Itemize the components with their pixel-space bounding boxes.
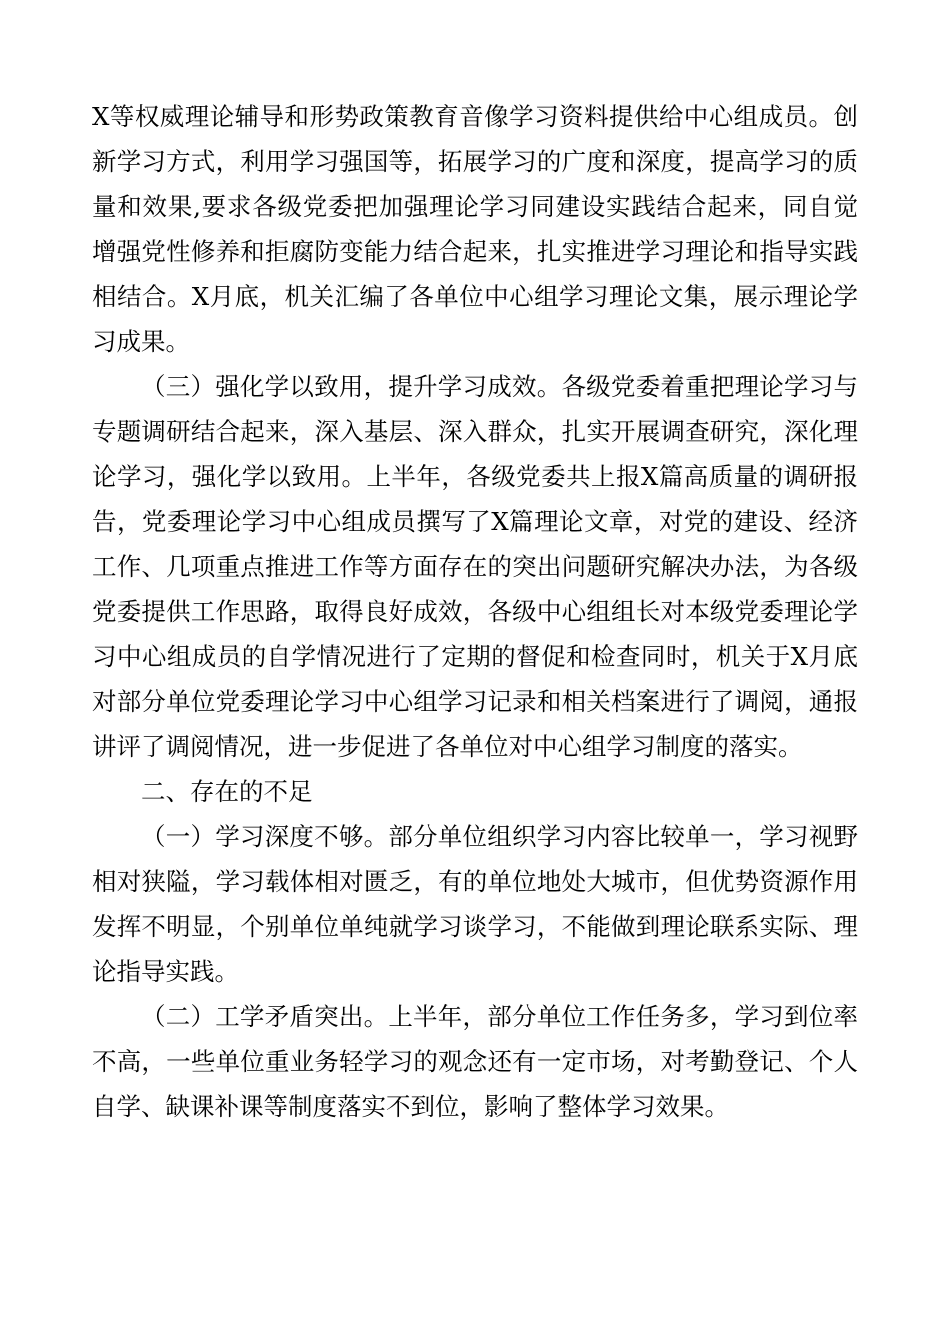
paragraph-section-three: （三）强化学以致用，提升学习成效。各级党委着重把理论学习与专题调研结合起来，深入基层、深入群众，扎实开展调查研究，深化理论学习，强化学以致用。上半年，各级党委共上报X篇高质量的调研报告，党委理论学习中心组成员撰写了X篇理论文章，对党的建设、经济工作、几项重点推进工作等方面存在的突出问题研究解决办法，为各级党委提供工作思路，取得良好成效，各级中心组组长对本级党委理论学习中心组成员的自学情况进行了定期的督促和检查同时，机关于X月底对部分单位党委理论学习中心组学习记录和相关档案进行了调阅，通报讲评了调阅情况，进一步促进了各单位对中心组学习制度的落实。 <box>92 372 858 761</box>
paragraph-shortcoming-one: （一）学习深度不够。部分单位组织学习内容比较单一，学习视野相对狭隘，学习载体相对匮乏，有的单位地处大城市，但优势资源作用发挥不明显，个别单位单纯就学习谈学习，不能做到理论联系实际、理论指导实践。 <box>92 822 858 986</box>
section-heading-shortcomings: 二、存在的不足 <box>141 777 313 806</box>
paragraph-continuation: X等权威理论辅导和形势政策教育音像学习资料提供给中心组成员。创新学习方式，利用学习强国等，拓展学习的广度和深度，提高学习的质量和效果,要求各级党委把加强理论学习同建设实践结合起来，同自觉增强党性修养和拒腐防变能力结合起来，扎实推进学习理论和指导实践相结合。X月底，机关汇编了各单位中心组学习理论文集，展示理论学习成果。 <box>92 102 858 356</box>
paragraph-shortcoming-two: （二）工学矛盾突出。上半年，部分单位工作任务多，学习到位率不高，一些单位重业务轻学习的观念还有一定市场，对考勤登记、个人自学、缺课补课等制度落实不到位，影响了整体学习效果。 <box>92 1002 858 1121</box>
document-body <box>92 94 858 1129</box>
